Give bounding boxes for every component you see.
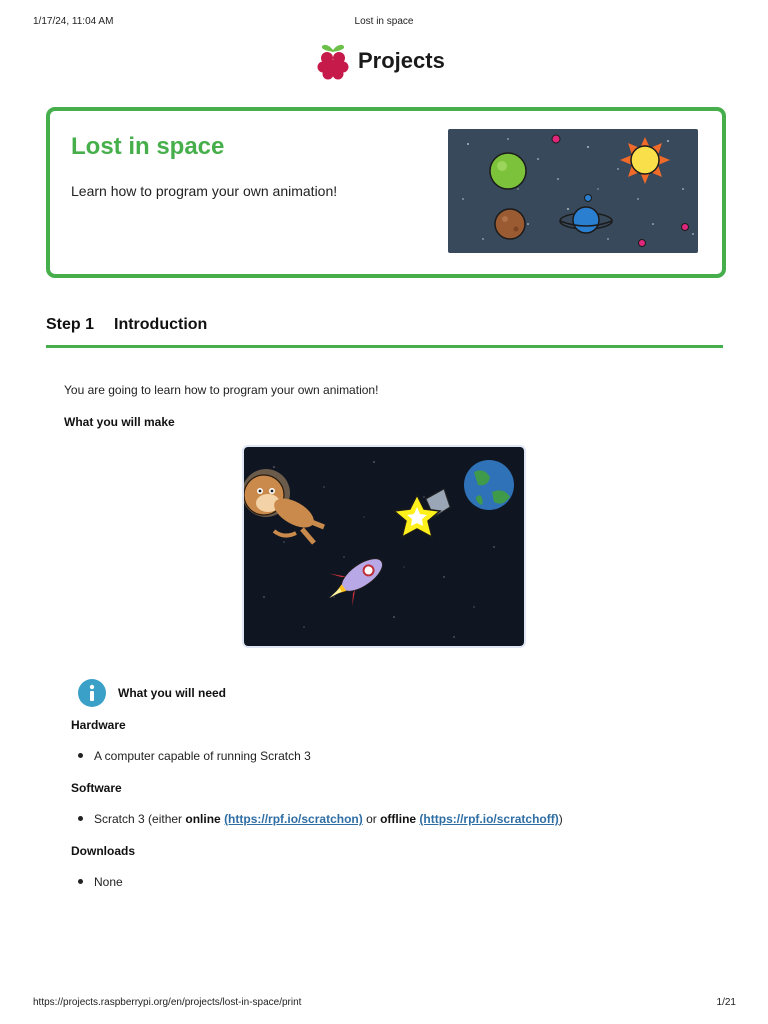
software-suffix: ) (558, 812, 563, 826)
page-number: 1/21 (716, 997, 736, 1008)
print-timestamp: 1/17/24, 11:04 AM (33, 16, 114, 27)
space-animation-preview-art (244, 447, 524, 646)
brand-label: Projects (358, 48, 445, 73)
hardware-item (78, 749, 311, 763)
print-url: https://projects.raspberrypi.org/en/projects/lost-in-space/print (33, 997, 302, 1008)
project-description: Learn how to program your own animation! (71, 183, 338, 199)
project-hero-card (46, 107, 726, 278)
software-prefix: Scratch 3 (either (94, 812, 186, 826)
software-offline-label: offline (380, 812, 417, 826)
step-number: Step 1 (46, 316, 95, 333)
print-page-title: Lost in space (354, 16, 414, 27)
software-item (78, 812, 563, 826)
step-heading (46, 314, 723, 348)
raspberry-pi-logo-icon (316, 41, 350, 81)
downloads-item (78, 875, 123, 889)
what-you-will-make-heading: What you will make (64, 415, 175, 429)
scratch-online-link[interactable]: (https://rpf.io/scratchon) (224, 812, 363, 826)
bullet-dot (78, 816, 83, 821)
downloads-item-text: None (94, 875, 123, 889)
project-title: Lost in space (71, 133, 225, 160)
info-icon (78, 679, 106, 707)
what-you-will-need-row (78, 679, 226, 707)
bullet-dot (78, 753, 83, 758)
brand-header[interactable] (316, 41, 445, 81)
scratch-offline-link[interactable]: (https://rpf.io/scratchoff) (419, 812, 559, 826)
hardware-item-text: A computer capable of running Scratch 3 (94, 749, 311, 763)
space-animation-preview (242, 445, 526, 648)
software-heading: Software (71, 781, 122, 795)
software-online-label: online (185, 812, 221, 826)
step-title: Introduction (114, 316, 208, 333)
downloads-heading: Downloads (71, 844, 136, 858)
hardware-heading: Hardware (71, 718, 126, 732)
what-you-will-need-heading: What you will need (118, 686, 227, 700)
bullet-dot (78, 879, 83, 884)
software-or: or (362, 812, 381, 826)
space-scene-thumbnail (448, 129, 698, 253)
intro-text: You are going to learn how to program your own animation! (64, 383, 379, 397)
